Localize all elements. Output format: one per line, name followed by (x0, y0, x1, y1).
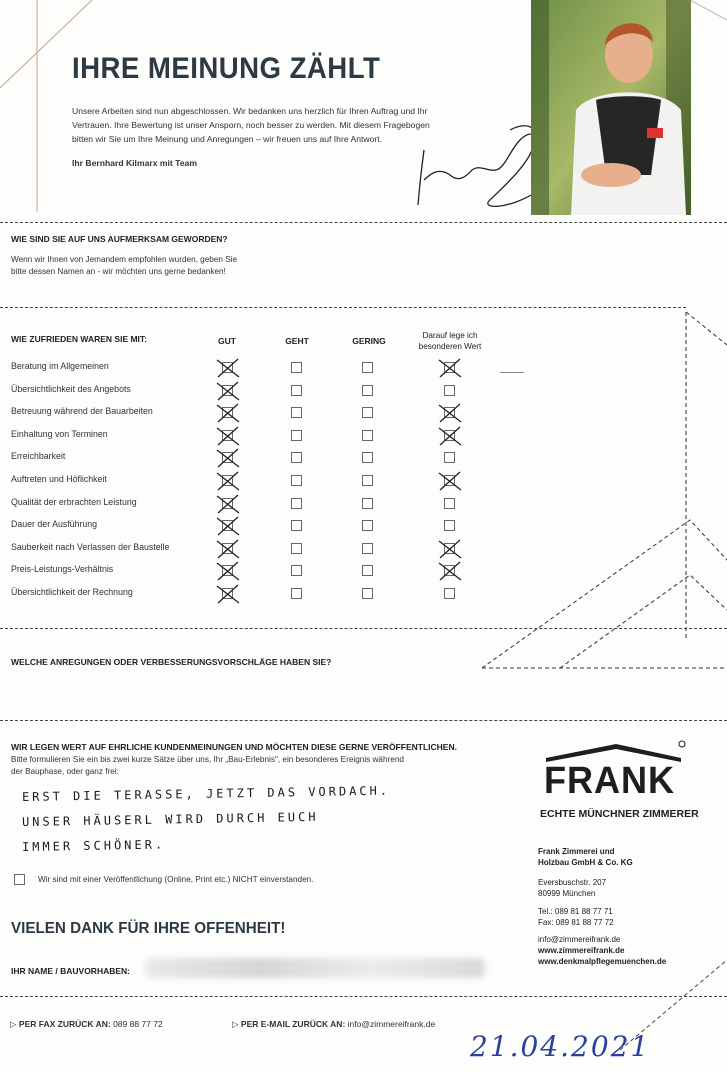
rating-checkbox-geht[interactable] (291, 475, 302, 486)
intro-line: bitten wir Sie um Ihre Meinung und Anregungen – wir freuen uns auf Ihre Antwort. (72, 134, 383, 144)
rating-checkbox-gering[interactable] (362, 475, 373, 486)
page-title: IHRE MEINUNG ZÄHLT (72, 52, 381, 85)
rating-checkbox-gut[interactable] (222, 565, 233, 576)
rating-checkbox-wert[interactable] (444, 362, 455, 373)
rating-checkbox-gut[interactable] (222, 475, 233, 486)
suggestions-question: WELCHE ANREGUNGEN ODER VERBESSERUNGSVORSCHLÄGE HABEN SIE? (11, 657, 332, 667)
rating-checkbox-wert[interactable] (444, 498, 455, 509)
rating-checkbox-gering[interactable] (362, 543, 373, 554)
rating-checkbox-geht[interactable] (291, 520, 302, 531)
rating-checkbox-wert[interactable] (444, 520, 455, 531)
rating-row-label: Übersichtlichkeit des Angebots (11, 384, 131, 394)
rating-checkbox-geht[interactable] (291, 430, 302, 441)
rating-checkbox-gering[interactable] (362, 385, 373, 396)
hint-line: bitte dessen Namen an - wir möchten uns gerne bedanken! (11, 267, 226, 276)
col-gering: GERING (352, 336, 386, 346)
frank-logo-text: FRANK (544, 760, 676, 802)
arrow-icon: ▷ (10, 1019, 17, 1029)
handwritten-signature (410, 120, 550, 215)
rating-checkbox-gut[interactable] (222, 362, 233, 373)
fax-return (10, 1019, 163, 1030)
hint-line: Bitte formulieren Sie ein bis zwei kurze Sätze über uns, Ihr „Bau-Erlebnis", ein besonderes Ereignis während (11, 755, 404, 764)
optout-checkbox[interactable] (14, 874, 25, 885)
company-name-line: Holzbau GmbH & Co. KG (538, 858, 633, 867)
rating-checkbox-gut[interactable] (222, 543, 233, 554)
signoff-text: Ihr Bernhard Kilmarx mit Team (72, 158, 197, 168)
company-web1[interactable]: www.zimmereifrank.de (538, 946, 625, 955)
divider (0, 996, 727, 997)
rating-row-label: Auftreten und Höflichkeit (11, 474, 107, 484)
rating-checkbox-geht[interactable] (291, 543, 302, 554)
thanks-heading: VIELEN DANK FÜR IHRE OFFENHEIT! (11, 920, 286, 937)
source-hint (11, 254, 237, 278)
rating-checkbox-geht[interactable] (291, 565, 302, 576)
rating-row-label: Qualität der erbrachten Leistung (11, 497, 137, 507)
dash-mark (500, 372, 524, 373)
fax-value: 089 88 77 72 (113, 1019, 163, 1029)
rating-checkbox-gut[interactable] (222, 452, 233, 463)
handwritten-line: IMMER SCHÖNER. (21, 837, 166, 854)
rating-checkbox-gering[interactable] (362, 565, 373, 576)
email-return (232, 1019, 435, 1030)
rating-checkbox-gut[interactable] (222, 407, 233, 418)
rating-checkbox-gut[interactable] (222, 430, 233, 441)
company-web (538, 934, 666, 967)
address-line: 80999 München (538, 889, 596, 898)
name-field-redacted[interactable] (145, 958, 485, 978)
rating-checkbox-wert[interactable] (444, 475, 455, 486)
rating-checkbox-gering[interactable] (362, 520, 373, 531)
company-address (538, 877, 606, 899)
hint-line: der Bauphase, oder ganz frei: (11, 767, 119, 776)
email-value[interactable]: info@zimmereifrank.de (347, 1019, 436, 1029)
rating-checkbox-geht[interactable] (291, 452, 302, 463)
rating-checkbox-gering[interactable] (362, 452, 373, 463)
handwritten-date: 21.04.2021 (470, 1030, 651, 1063)
rating-checkbox-gut[interactable] (222, 385, 233, 396)
rating-checkbox-wert[interactable] (444, 452, 455, 463)
name-label: IHR NAME / BAUVORHABEN: (11, 966, 130, 976)
handwritten-line: ERST DIE TERASSE, JETZT DAS VORDACH. (21, 783, 391, 804)
divider (0, 720, 727, 721)
rating-row-label: Sauberkeit nach Verlassen der Baustelle (11, 542, 170, 552)
rating-checkbox-wert[interactable] (444, 407, 455, 418)
email-label: PER E-MAIL ZURÜCK AN: (240, 1019, 346, 1029)
col-geht: GEHT (285, 336, 309, 346)
rating-checkbox-geht[interactable] (291, 362, 302, 373)
company-tagline: ECHTE MÜNCHNER ZIMMERER (540, 808, 699, 820)
rating-checkbox-geht[interactable] (291, 588, 302, 599)
intro-line: Vertrauen. Ihre Bewertung ist unser Ansporn, noch besser zu werden. Mit diesem Fragebogen (72, 120, 430, 130)
source-question: WIE SIND SIE AUF UNS AUFMERKSAM GEWORDEN? (11, 234, 228, 244)
company-fax: Fax: 089 81 88 77 72 (538, 918, 614, 927)
rating-checkbox-wert[interactable] (444, 588, 455, 599)
rating-checkbox-geht[interactable] (291, 498, 302, 509)
handwritten-line: UNSER HÄUSERL WIRD DURCH EUCH (21, 809, 319, 829)
rating-checkbox-geht[interactable] (291, 385, 302, 396)
publish-heading: WIR LEGEN WERT AUF EHRLICHE KUNDENMEINUNGEN UND MÖCHTEN DIESE GERNE VERÖFFENTLICHEN. (11, 742, 457, 752)
rating-checkbox-wert[interactable] (444, 565, 455, 576)
rating-row-label: Übersichtlichkeit der Rechnung (11, 587, 133, 597)
rating-checkbox-geht[interactable] (291, 407, 302, 418)
intro-line: Unsere Arbeiten sind nun abgeschlossen. Wir bedanken uns herzlich für Ihren Auftrag und Ihr (72, 106, 428, 116)
rating-row-label: Betreuung während der Bauarbeiten (11, 406, 153, 416)
company-name (538, 846, 633, 868)
owner-photo (531, 0, 691, 215)
rating-checkbox-gering[interactable] (362, 407, 373, 418)
company-name-line: Frank Zimmerei und (538, 847, 615, 856)
company-tel: Tel.: 089 81 88 77 71 (538, 907, 613, 916)
company-web2[interactable]: www.denkmalpflegemuenchen.de (538, 957, 667, 966)
rating-row-label: Beratung im Allgemeinen (11, 361, 109, 371)
rating-checkbox-wert[interactable] (444, 430, 455, 441)
intro-text (72, 104, 452, 146)
address-line: Eversbuschstr. 207 (538, 878, 607, 887)
rating-checkbox-wert[interactable] (444, 385, 455, 396)
col-gut: GUT (218, 336, 236, 346)
rating-row-label: Einhaltung von Terminen (11, 429, 108, 439)
rating-checkbox-gering[interactable] (362, 362, 373, 373)
rating-question: WIE ZUFRIEDEN WAREN SIE MIT: (11, 334, 147, 344)
fax-label: PER FAX ZURÜCK AN: (18, 1019, 111, 1029)
company-email[interactable]: info@zimmereifrank.de (538, 935, 621, 944)
rating-checkbox-gut[interactable] (222, 498, 233, 509)
company-contact (538, 906, 614, 928)
rating-row-label: Dauer der Ausführung (11, 519, 98, 529)
rating-checkbox-gering[interactable] (362, 588, 373, 599)
rating-checkbox-gut[interactable] (222, 520, 233, 531)
rating-checkbox-gut[interactable] (222, 588, 233, 599)
divider (0, 222, 727, 223)
rating-checkbox-gering[interactable] (362, 498, 373, 509)
hint-line: Wenn wir Ihnen von Jemandem empfohlen wurden, geben Sie (11, 255, 238, 264)
rating-row-label: Preis-Leistungs-Verhältnis (11, 564, 114, 574)
divider (0, 307, 686, 308)
divider (0, 628, 727, 629)
publish-hint (11, 754, 404, 778)
col-wert: Darauf lege ich besonderen Wert (418, 331, 482, 351)
optout-label: Wir sind mit einer Veröffentlichung (Online, Print etc.) NICHT einverstanden. (38, 875, 314, 884)
arrow-icon: ▷ (232, 1019, 239, 1029)
rating-checkbox-gering[interactable] (362, 430, 373, 441)
rating-row-label: Erreichbarkeit (11, 451, 66, 461)
rating-checkbox-wert[interactable] (444, 543, 455, 554)
